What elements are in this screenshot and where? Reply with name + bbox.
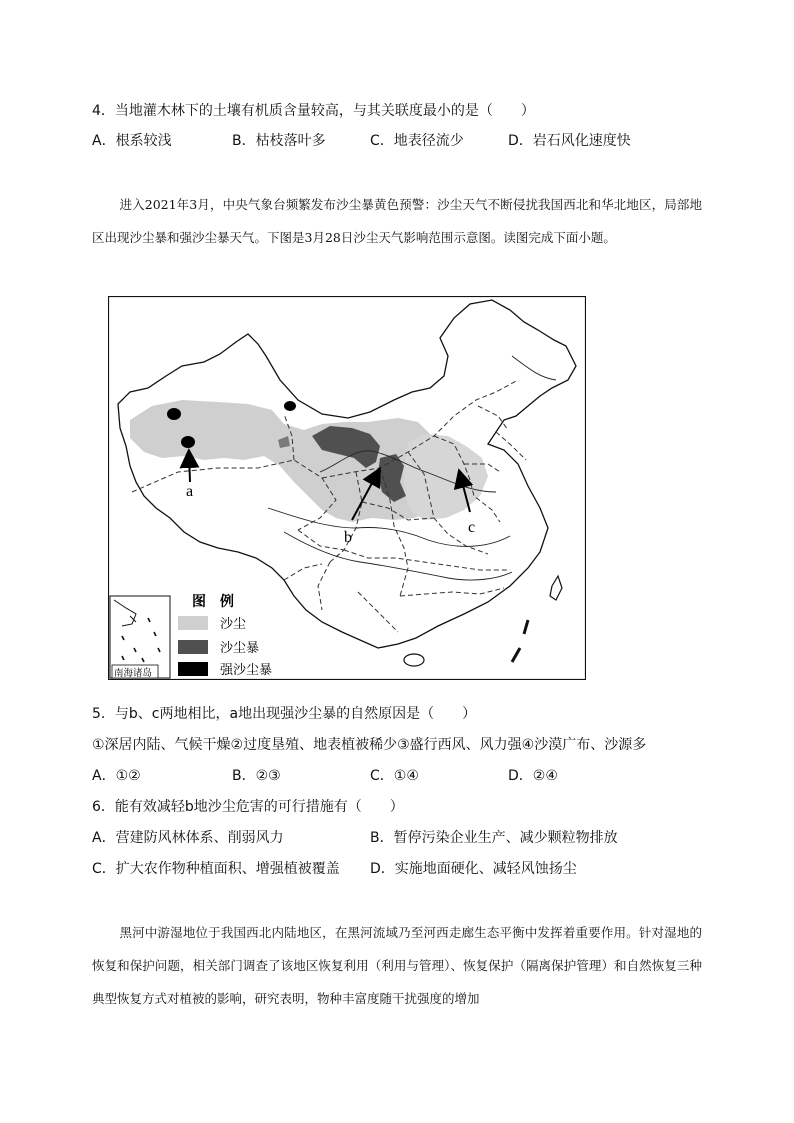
- q5-factors: ①深居内陆、气候干燥②过度垦殖、地表植被稀少③盛行西风、风力强④沙漠广布、沙源多: [92, 737, 647, 753]
- legend-label-sandstorm: 沙尘暴: [220, 641, 260, 656]
- legend-title: 图 例: [192, 594, 234, 610]
- q6-options-row2: [92, 859, 712, 879]
- q5-option-a: A．①②: [92, 768, 141, 784]
- q6-options-row1: [92, 828, 712, 848]
- q4-option-a: A．根系较浅: [92, 133, 172, 149]
- q6-option-b: B．暂停污染企业生产、减少颗粒物排放: [370, 830, 618, 846]
- q6-option-d: D．实施地面硬化、减轻风蚀扬尘: [370, 861, 577, 877]
- passage-wetland: 黑河中游湿地位于我国西北内陆地区，在黑河流域乃至河西走廊生态平衡中发挥着重要作用。针对湿地的恢复和保护问题，相关部门调查了该地区恢复利用（利用与管理）、恢复保护（隔离保护管理）和自然恢复三种典型恢复方式对植被的影响，研究表明，物种丰富度随干扰强度的增加: [92, 925, 702, 1006]
- legend-swatch-sandstorm: [178, 640, 208, 654]
- q4-option-d: D．岩石风化速度快: [508, 133, 631, 149]
- label-a: a: [186, 483, 194, 500]
- q6-option-a: A．营建防风林体系、削弱风力: [92, 830, 284, 846]
- passage-dust-storm: 进入2021年3月，中央气象台频繁发布沙尘暴黄色预警：沙尘天气不断侵扰我国西北和华北地区，局部地区出现沙尘暴和强沙尘暴天气。下图是3月28日沙尘天气影响范围示意图。读图完成下面小题。: [92, 197, 702, 245]
- q4-options: [92, 131, 712, 151]
- strong-sandstorm-north: [284, 401, 296, 411]
- q5-option-b: B．②③: [232, 768, 281, 784]
- q4-option-b: B．枯枝落叶多: [232, 133, 326, 149]
- strong-sandstorm-a: [181, 436, 195, 448]
- inset-label: 南海诸岛: [114, 668, 153, 679]
- q4-option-c: C．地表径流少: [370, 133, 464, 149]
- inset-south-china-sea: [110, 596, 170, 679]
- q5-option-c: C．①④: [370, 768, 419, 784]
- strong-sandstorm-west: [167, 408, 181, 420]
- q5-options: [92, 766, 712, 786]
- legend-label-strong-sandstorm: 强沙尘暴: [220, 663, 273, 678]
- dust-weather-map: [108, 296, 586, 680]
- legend-label-dust: 沙尘: [220, 617, 247, 632]
- legend-swatch-dust: [178, 616, 208, 630]
- legend-swatch-strong-sandstorm: [178, 662, 208, 676]
- q5-option-d: D．②④: [508, 768, 558, 784]
- label-b: b: [344, 529, 352, 546]
- q4-stem: 4．当地灌木林下的土壤有机质含量较高，与其关联度最小的是（ ）: [92, 103, 535, 119]
- q5-stem: 5．与b、c两地相比，a地出现强沙尘暴的自然原因是（ ）: [92, 706, 477, 722]
- label-c: c: [468, 519, 476, 536]
- q6-option-c: C．扩大农作物种植面积、增强植被覆盖: [92, 861, 340, 877]
- arrow-a: [189, 454, 190, 482]
- q6-stem: 6．能有效减轻b地沙尘危害的可行措施有（ ）: [92, 799, 404, 815]
